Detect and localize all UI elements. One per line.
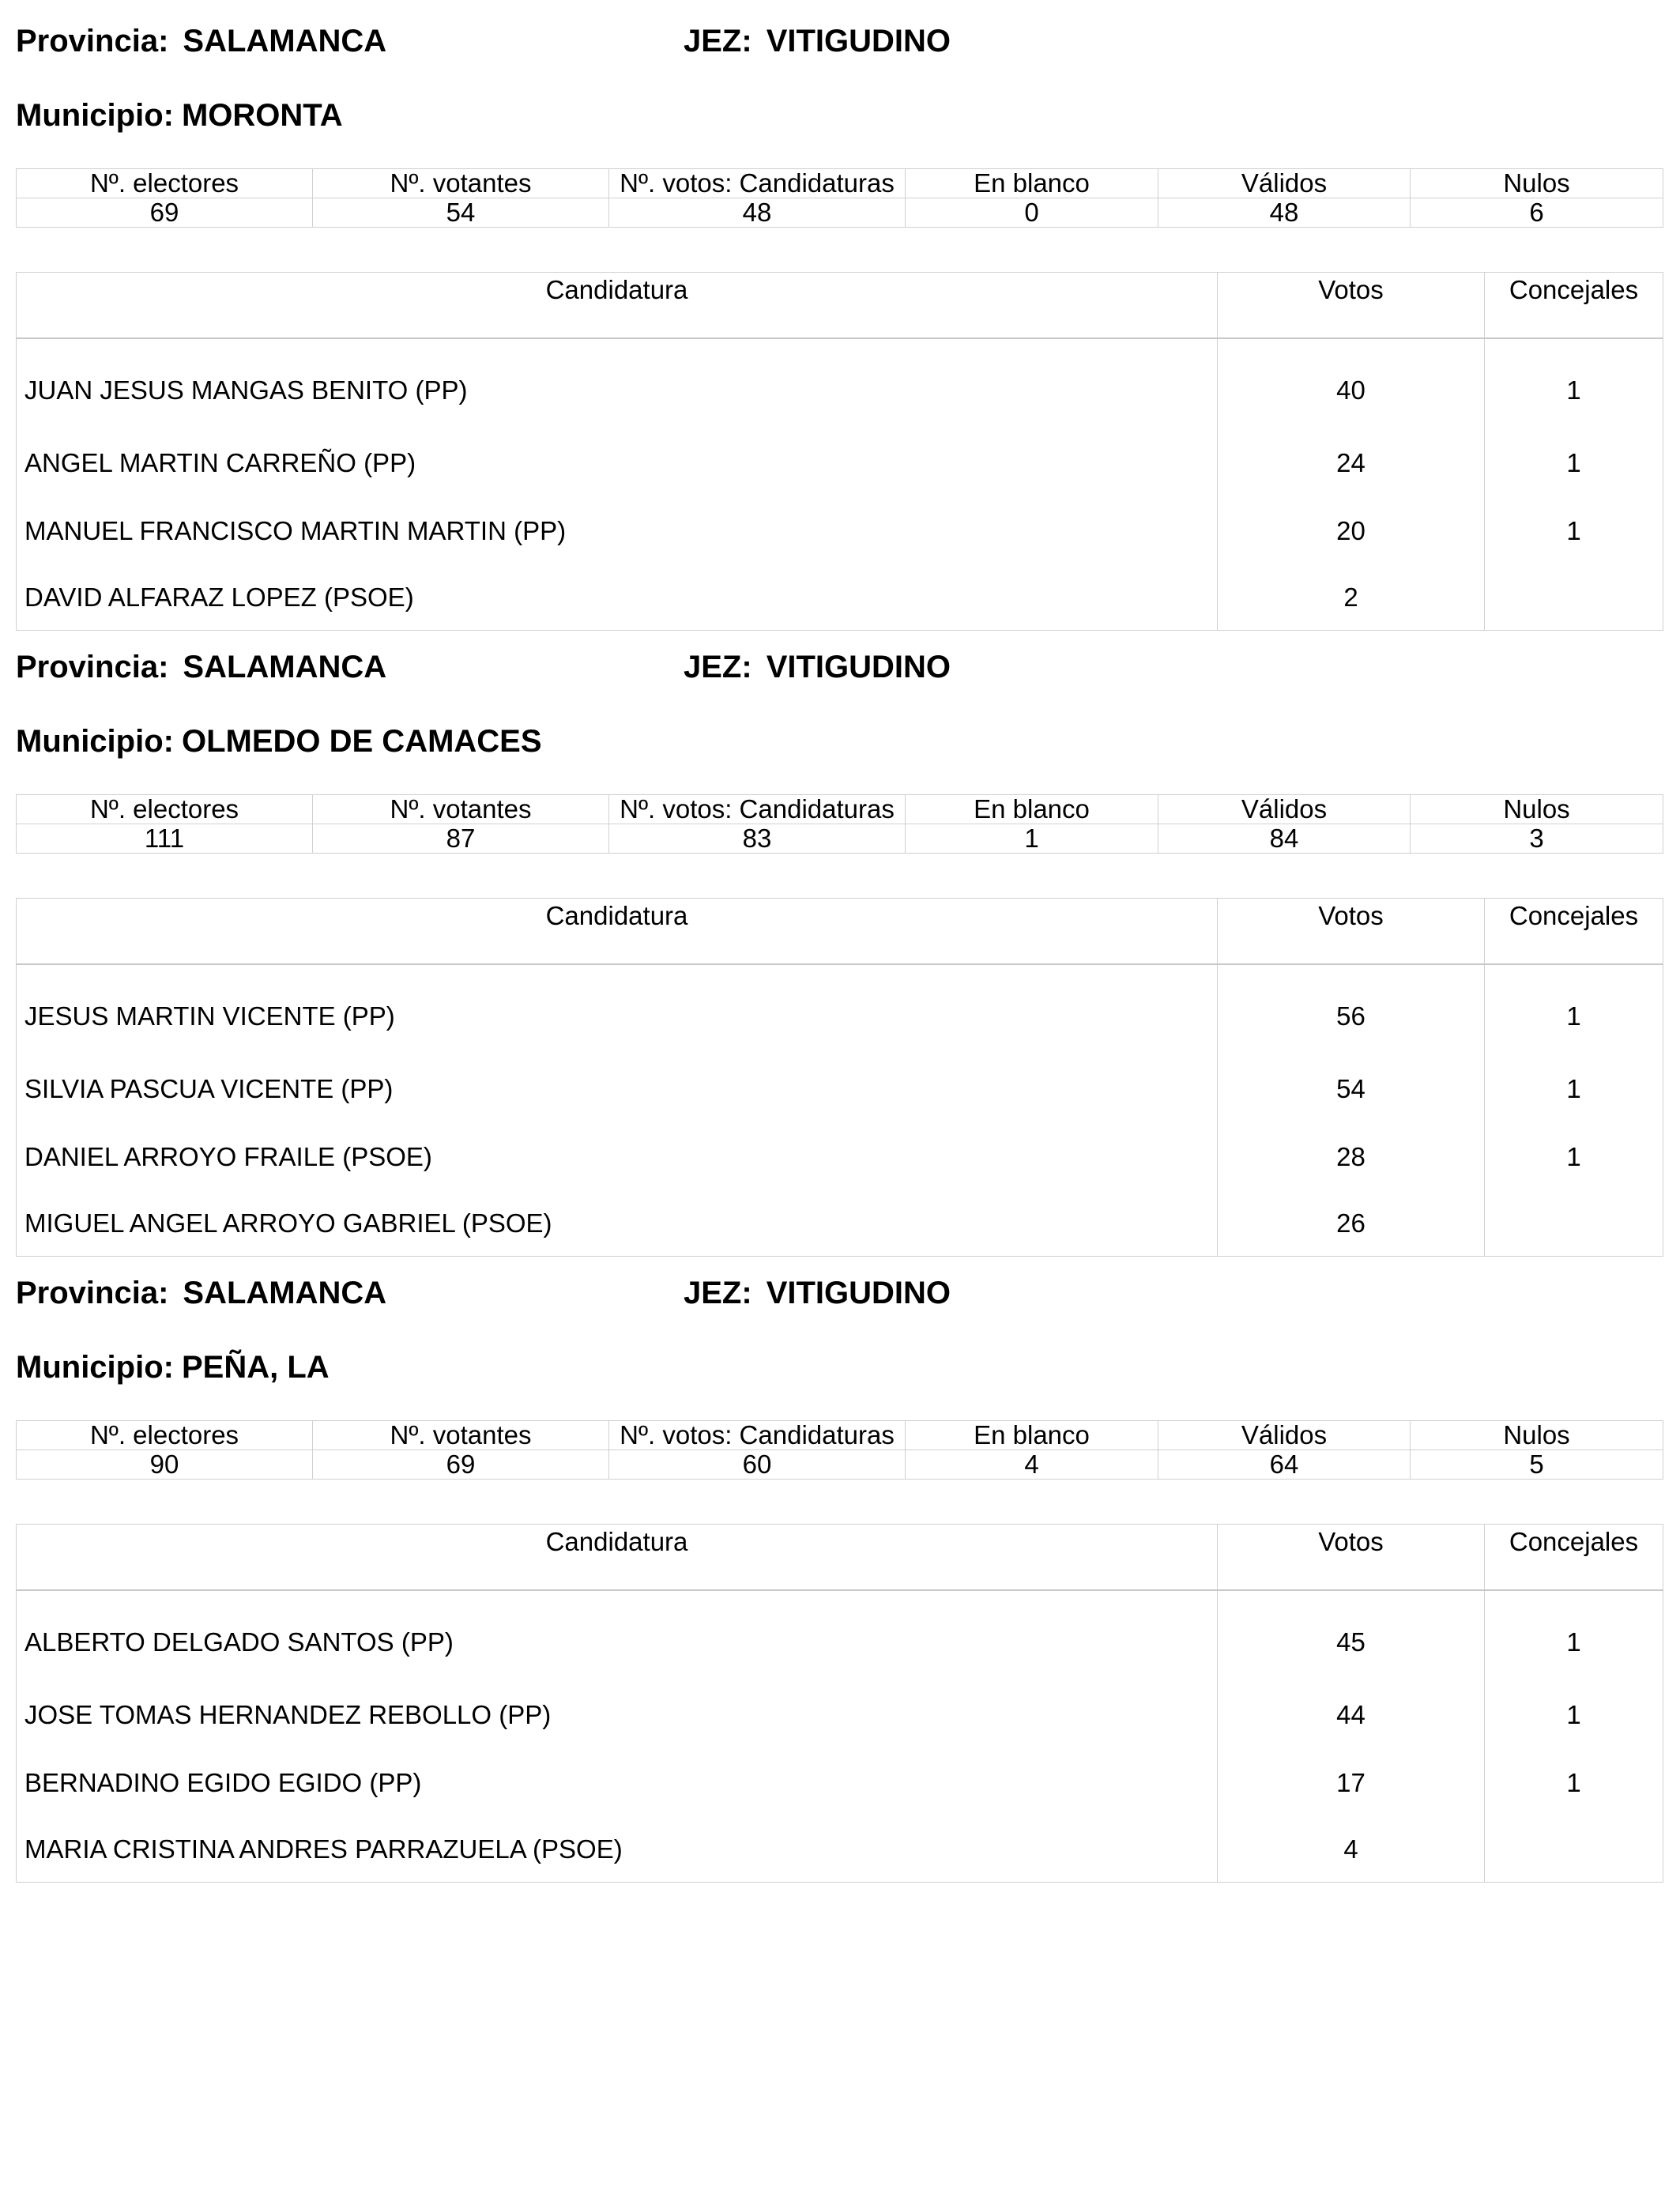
stats-value: 87 [313,824,609,854]
stats-table [16,168,1663,228]
stats-value: 64 [1158,1450,1411,1480]
concejales-header: Concejales [1485,1525,1663,1591]
municipio-value: PEÑA, LA [181,1350,330,1385]
candidate-concejales: 1 [1485,964,1663,1055]
candidate-name: JUAN JESUS MANGAS BENITO (PP) [17,338,1218,429]
candidate-name: ALBERTO DELGADO SANTOS (PP) [17,1590,1218,1681]
candidate-row [17,1055,1663,1123]
stats-header: Válidos [1158,1421,1411,1450]
stats-value: 6 [1411,198,1663,228]
candidate-row [17,565,1663,631]
stats-value-row [17,1450,1663,1480]
jez-line [684,648,951,686]
municipio-label: Municipio: [16,98,174,133]
stats-header: Nº. votos: Candidaturas [609,169,906,198]
candidate-row [17,1817,1663,1883]
candidate-concejales [1485,1817,1663,1883]
provincia-line [16,648,386,686]
candidates-header-row [17,1525,1663,1591]
stats-header-row [17,169,1663,198]
candidate-row [17,1191,1663,1257]
candidate-row [17,964,1663,1055]
candidate-name: JESUS MARTIN VICENTE (PP) [17,964,1218,1055]
candidate-concejales: 1 [1485,1681,1663,1749]
candidate-row [17,1749,1663,1817]
municipio-line [16,722,542,760]
candidate-row [17,1681,1663,1749]
provincia-value: SALAMANCA [183,650,387,684]
stats-value: 60 [609,1450,906,1480]
jez-value: VITIGUDINO [766,650,951,684]
stats-value: 84 [1158,824,1411,854]
candidate-concejales: 1 [1485,1123,1663,1191]
stats-header: Nulos [1411,1421,1663,1450]
provincia-value: SALAMANCA [183,1276,387,1310]
candidate-votos: 24 [1218,429,1485,497]
municipio-line [16,96,343,134]
concejales-header: Concejales [1485,899,1663,965]
municipio-line [16,1348,330,1386]
jez-label: JEZ: [684,1276,752,1310]
stats-value: 83 [609,824,906,854]
stats-value: 5 [1411,1450,1663,1480]
candidate-votos: 26 [1218,1191,1485,1257]
stats-value: 90 [17,1450,313,1480]
candidate-concejales [1485,565,1663,631]
candidate-name: MANUEL FRANCISCO MARTIN MARTIN (PP) [17,497,1218,565]
concejales-header: Concejales [1485,273,1663,339]
votos-header: Votos [1218,273,1485,339]
candidate-name: SILVIA PASCUA VICENTE (PP) [17,1055,1218,1123]
stats-header: Nº. votos: Candidaturas [609,1421,906,1450]
stats-value: 1 [906,824,1158,854]
candidate-concejales: 1 [1485,1055,1663,1123]
stats-table [16,1420,1663,1480]
stats-value: 48 [609,198,906,228]
stats-header: En blanco [906,1421,1158,1450]
stats-header: Nº. electores [17,169,313,198]
stats-table [16,794,1663,854]
candidates-header-row [17,273,1663,339]
candidate-row [17,1590,1663,1681]
candidate-name: MIGUEL ANGEL ARROYO GABRIEL (PSOE) [17,1191,1218,1257]
stats-value: 4 [906,1450,1158,1480]
jez-value: VITIGUDINO [766,1276,951,1310]
stats-value: 0 [906,198,1158,228]
stats-value: 69 [313,1450,609,1480]
candidatura-header: Candidatura [17,1525,1218,1591]
candidate-concejales [1485,1191,1663,1257]
stats-header-row [17,1421,1663,1450]
provincia-line [16,1274,386,1312]
jez-label: JEZ: [684,24,752,58]
candidates-table [16,898,1663,1257]
stats-header: Nº. votos: Candidaturas [609,795,906,824]
stats-header: Nº. electores [17,795,313,824]
candidate-row [17,429,1663,497]
provincia-label: Provincia: [16,1276,169,1310]
candidate-row [17,338,1663,429]
candidate-name: DANIEL ARROYO FRAILE (PSOE) [17,1123,1218,1191]
candidate-name: MARIA CRISTINA ANDRES PARRAZUELA (PSOE) [17,1817,1218,1883]
candidate-concejales: 1 [1485,497,1663,565]
jez-label: JEZ: [684,650,752,684]
municipio-value: MORONTA [181,98,343,133]
stats-value-row [17,824,1663,854]
candidate-name: BERNADINO EGIDO EGIDO (PP) [17,1749,1218,1817]
stats-header: Válidos [1158,795,1411,824]
candidate-votos: 20 [1218,497,1485,565]
stats-header: Nulos [1411,169,1663,198]
candidate-name: ANGEL MARTIN CARREÑO (PP) [17,429,1218,497]
candidate-name: DAVID ALFARAZ LOPEZ (PSOE) [17,565,1218,631]
candidate-concejales: 1 [1485,429,1663,497]
stats-value: 69 [17,198,313,228]
candidates-header-row [17,899,1663,965]
candidate-votos: 2 [1218,565,1485,631]
jez-line [684,1274,951,1312]
stats-value-row [17,198,1663,228]
candidate-votos: 4 [1218,1817,1485,1883]
candidate-votos: 28 [1218,1123,1485,1191]
stats-header: Nº. electores [17,1421,313,1450]
candidatura-header: Candidatura [17,273,1218,339]
stats-value: 111 [17,824,313,854]
stats-header: Válidos [1158,169,1411,198]
candidate-votos: 56 [1218,964,1485,1055]
stats-value: 48 [1158,198,1411,228]
candidate-concejales: 1 [1485,1749,1663,1817]
provincia-label: Provincia: [16,650,169,684]
votos-header: Votos [1218,899,1485,965]
stats-value: 54 [313,198,609,228]
candidate-votos: 40 [1218,338,1485,429]
candidates-table [16,272,1663,631]
stats-header: Nº. votantes [313,169,609,198]
stats-header: Nº. votantes [313,795,609,824]
candidate-votos: 44 [1218,1681,1485,1749]
candidate-name: JOSE TOMAS HERNANDEZ REBOLLO (PP) [17,1681,1218,1749]
votos-header: Votos [1218,1525,1485,1591]
municipio-label: Municipio: [16,1350,174,1385]
candidates-table [16,1524,1663,1883]
municipio-label: Municipio: [16,724,174,759]
stats-header: En blanco [906,169,1158,198]
candidate-row [17,1123,1663,1191]
stats-header: Nº. votantes [313,1421,609,1450]
stats-header-row [17,795,1663,824]
jez-line [684,22,951,60]
candidatura-header: Candidatura [17,899,1218,965]
candidate-votos: 54 [1218,1055,1485,1123]
stats-header: En blanco [906,795,1158,824]
stats-header: Nulos [1411,795,1663,824]
stats-value: 3 [1411,824,1663,854]
candidate-row [17,497,1663,565]
provincia-value: SALAMANCA [183,24,387,58]
provincia-line [16,22,386,60]
candidate-concejales: 1 [1485,1590,1663,1681]
candidate-concejales: 1 [1485,338,1663,429]
provincia-label: Provincia: [16,24,169,58]
jez-value: VITIGUDINO [766,24,951,58]
candidate-votos: 17 [1218,1749,1485,1817]
municipio-value: OLMEDO DE CAMACES [181,724,542,759]
candidate-votos: 45 [1218,1590,1485,1681]
